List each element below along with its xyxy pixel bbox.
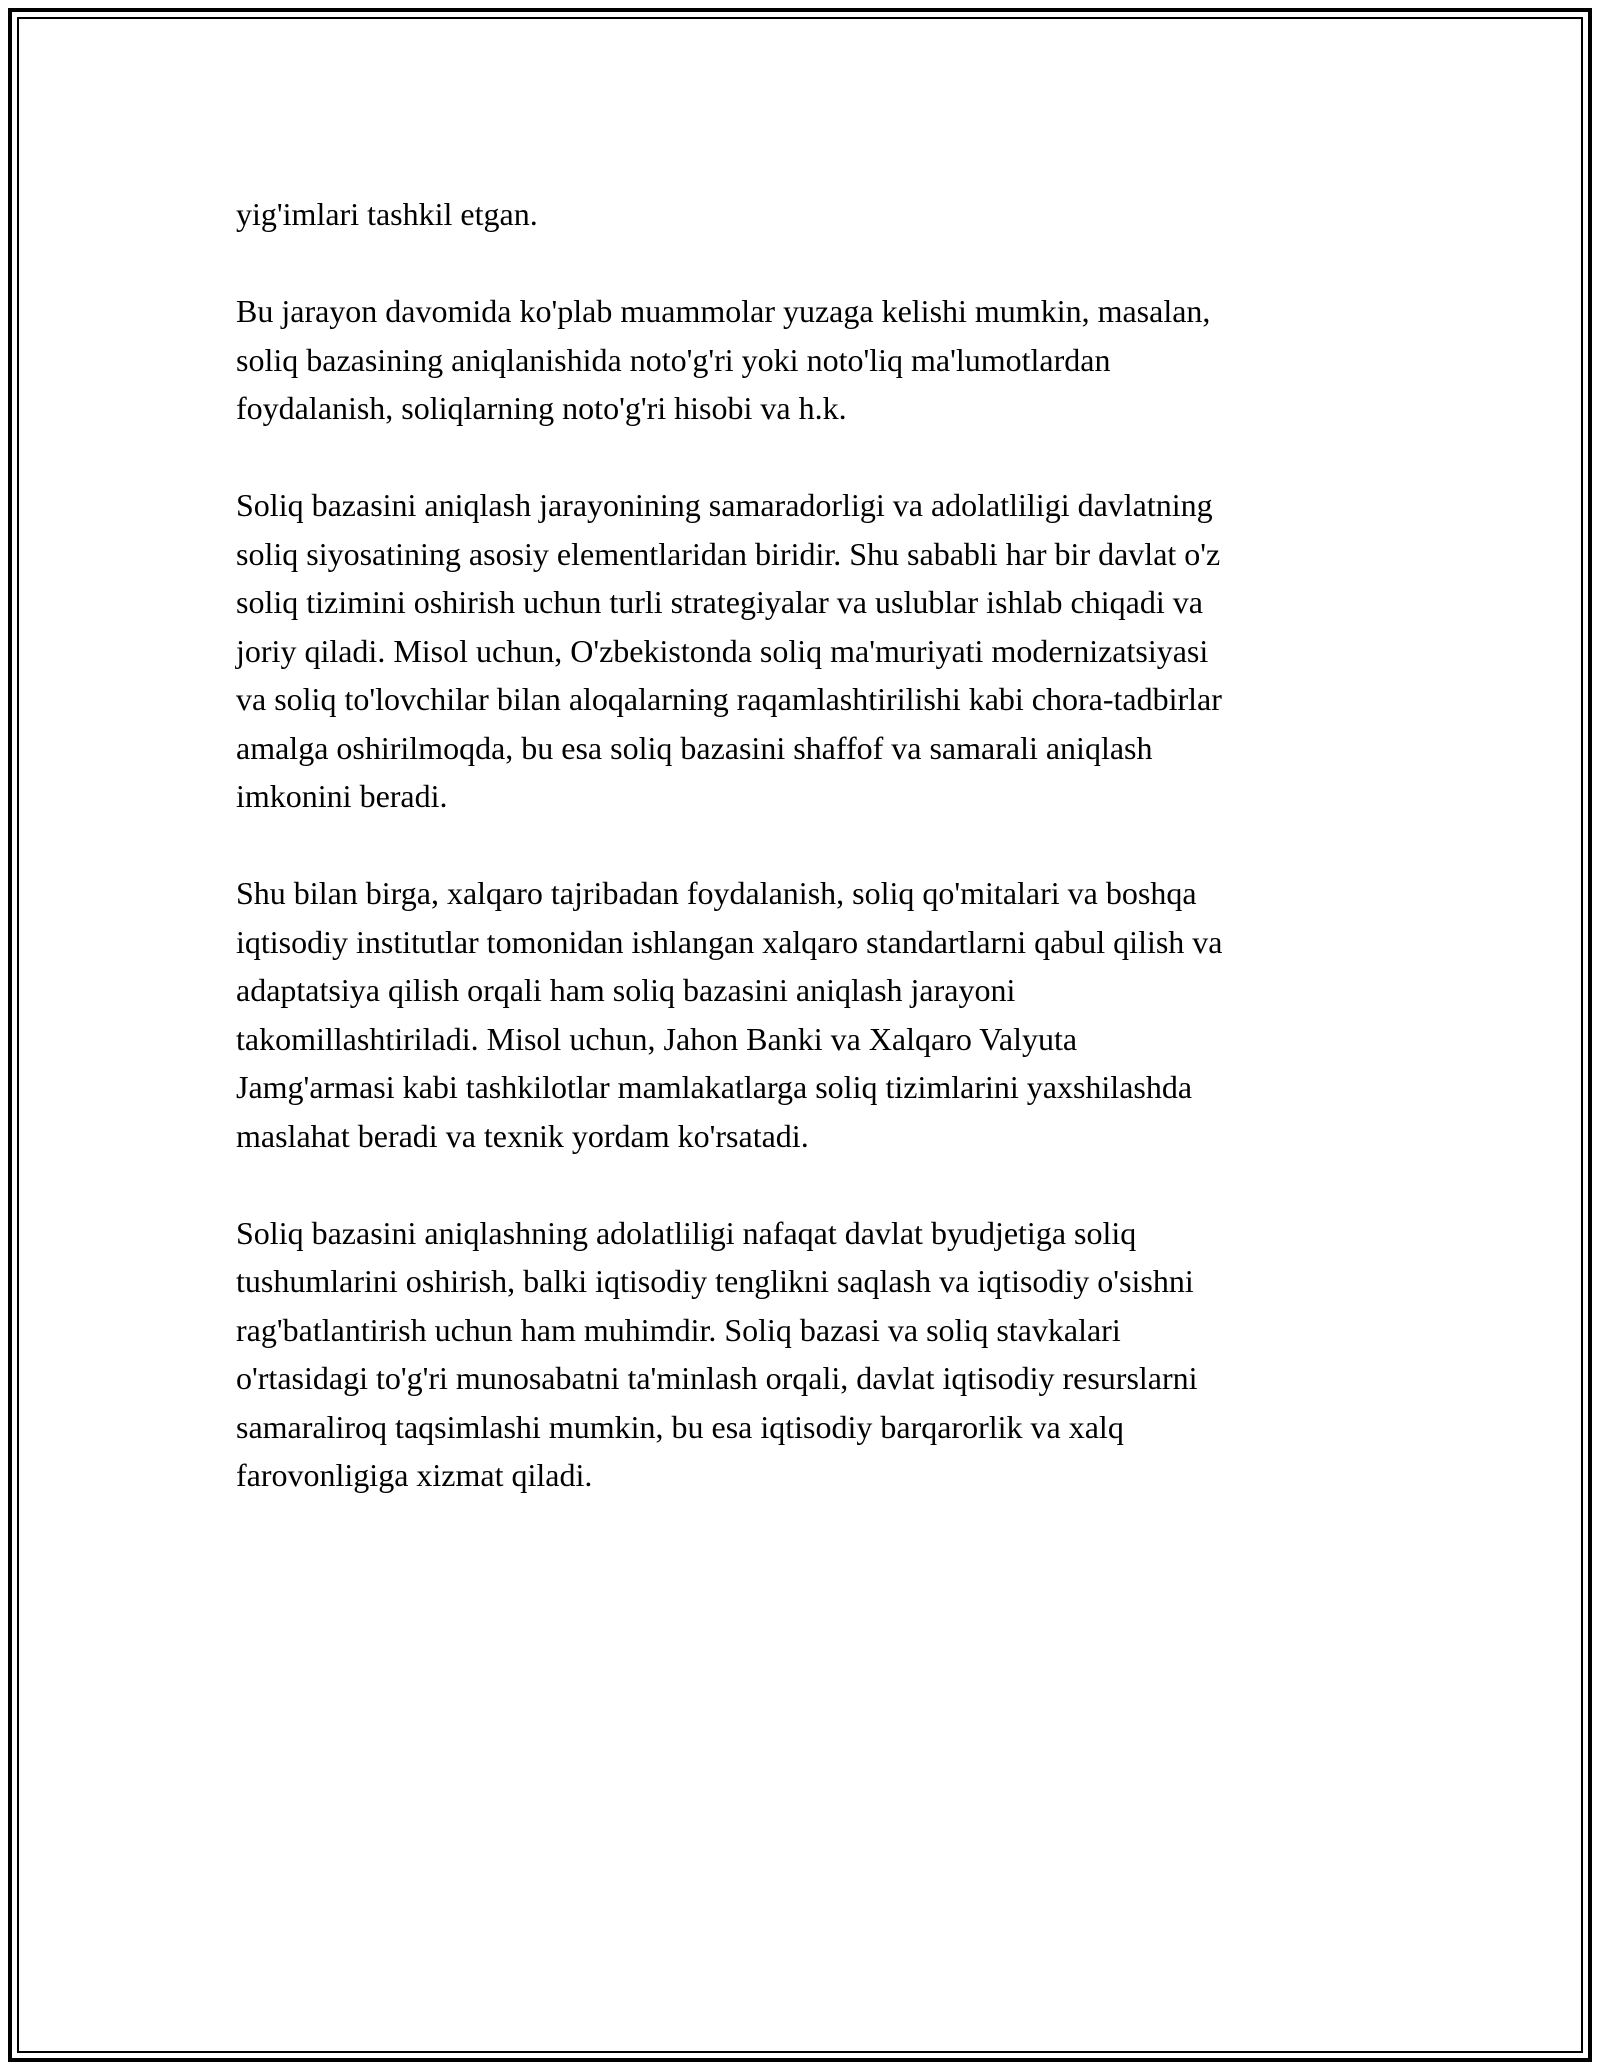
text-line: rag'batlantirish uchun ham muhimdir. Soliq bazasi va soliq stavkalari bbox=[236, 1311, 1121, 1348]
text-line: va soliq to'lovchilar bilan aloqalarning raqamlashtirilishi kabi chora-tadbirlar bbox=[236, 681, 1222, 717]
text-line: samaraliroq taqsimlashi mumkin, bu esa iqtisodiy barqarorlik va xalq bbox=[236, 1408, 1124, 1445]
text-line: foydalanish, soliqlarning noto'g'ri hisobi va h.k. bbox=[236, 390, 847, 426]
text-line: yig'imlari tashkil etgan. bbox=[236, 196, 538, 232]
text-line: Soliq bazasini aniqlashning adolatliligi nafaqat davlat byudjetiga soliq bbox=[236, 1214, 1137, 1251]
text-line: amalga oshirilmoqda, bu esa soliq bazasini shaffof va samarali aniqlash bbox=[236, 729, 1153, 766]
text-line: Bu jarayon davomida ko'plab muammolar yuzaga kelishi mumkin, masalan, bbox=[236, 293, 1211, 329]
text-line: soliq tizimini oshirish uchun turli strategiyalar va uslublar ishlab chiqadi va bbox=[236, 584, 1203, 620]
text-line: Jamg'armasi kabi tashkilotlar mamlakatlarga soliq tizimlarini yaxshilashda bbox=[236, 1069, 1193, 1105]
text-line: takomillashtiriladi. Misol uchun, Jahon Banki va Xalqaro Valyuta bbox=[236, 1020, 1078, 1057]
text-line: maslahat beradi va texnik yordam ko'rsatadi. bbox=[236, 1117, 809, 1154]
text-line: Shu bilan birga, xalqaro tajribadan foydalanish, soliq qo'mitalari va boshqa bbox=[236, 875, 1197, 911]
paragraph-3 bbox=[236, 481, 1376, 821]
text-line: soliq bazasining aniqlanishida noto'g'ri yoki noto'liq ma'lumotlardan bbox=[236, 341, 1111, 378]
text-line: o'rtasidagi to'g'ri munosabatni ta'minlash orqali, davlat iqtisodiy resurslarni bbox=[236, 1360, 1198, 1396]
text-line: Soliq bazasini aniqlash jarayonining samaradorligi va adolatliligi davlatning bbox=[236, 487, 1213, 523]
text-line: tushumlarini oshirish, balki iqtisodiy tenglikni saqlash va iqtisodiy o'sishni bbox=[236, 1263, 1194, 1299]
text-line: farovonligiga xizmat qiladi. bbox=[236, 1457, 593, 1493]
text-line: imkonini beradi. bbox=[236, 778, 448, 814]
paragraph-2 bbox=[236, 287, 1376, 433]
paragraph-1 bbox=[236, 190, 1376, 239]
text-line: soliq siyosatining asosiy elementlaridan biridir. Shu sababli har bir davlat o'z bbox=[236, 535, 1221, 572]
document-body bbox=[236, 190, 1376, 1548]
text-line: adaptatsiya qilish orqali ham soliq bazasini aniqlash jarayoni bbox=[236, 972, 1016, 1008]
text-line: joriy qiladi. Misol uchun, O'zbekistonda soliq ma'muriyati modernizatsiyasi bbox=[236, 632, 1209, 669]
paragraph-5 bbox=[236, 1209, 1376, 1500]
text-line: iqtisodiy institutlar tomonidan ishlangan xalqaro standartlarni qabul qilish va bbox=[236, 923, 1223, 960]
paragraph-4 bbox=[236, 869, 1376, 1160]
